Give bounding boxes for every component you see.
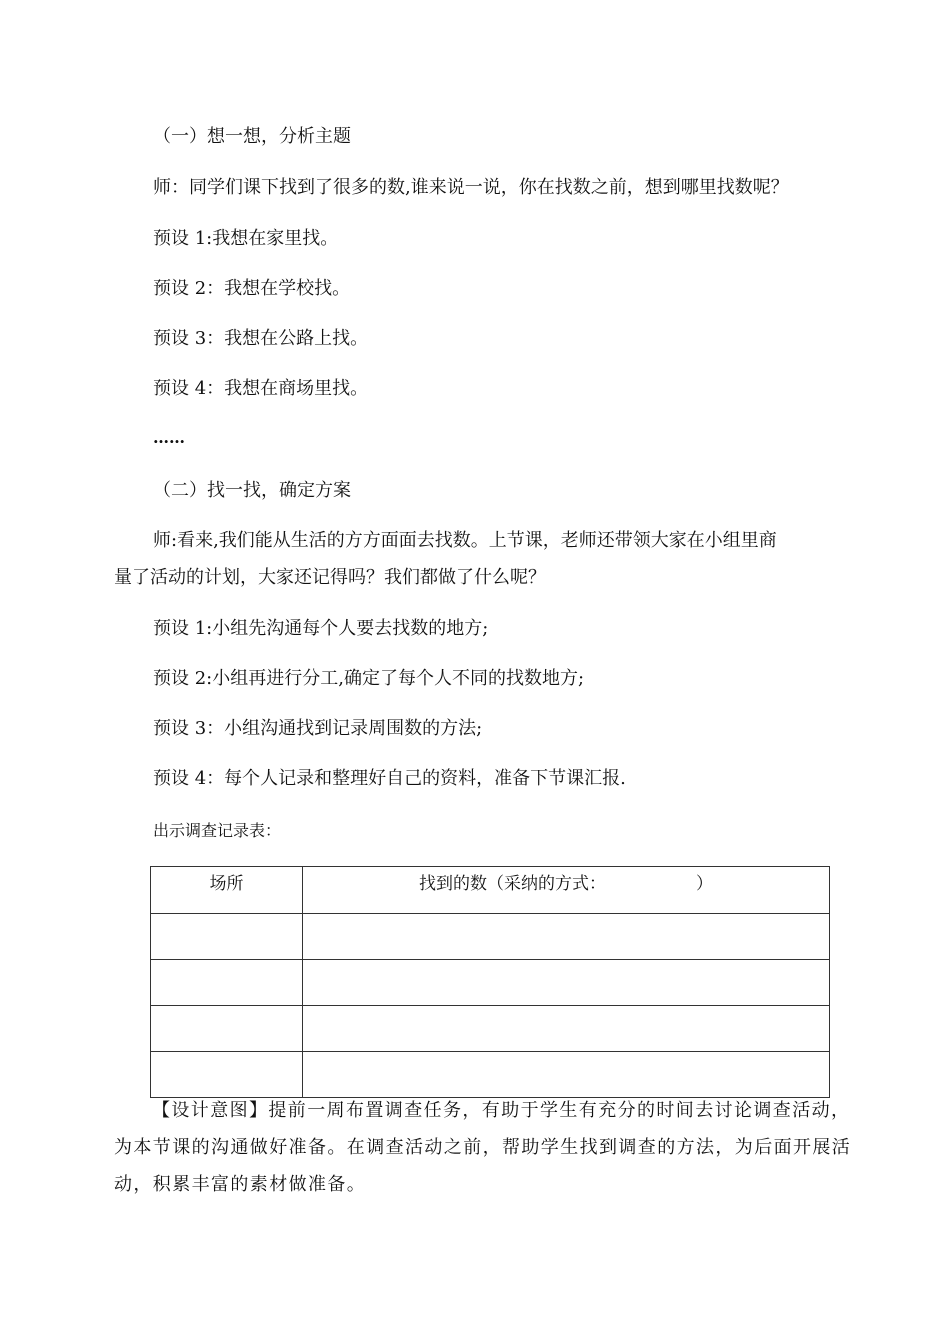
table-row (151, 1052, 830, 1098)
section2-heading: （二）找一找，确定方案 (153, 480, 351, 501)
header-numbers-close: ） (696, 874, 713, 894)
table-cell-numbers (303, 1006, 830, 1052)
survey-record-table (150, 866, 830, 1098)
table-cell-place (151, 1052, 303, 1098)
section2-preset-4: 预设 4：每个人记录和整理好自己的资料，准备下节课汇报. (153, 768, 626, 789)
header-numbers-label: 找到的数（采纳的方式： (419, 874, 606, 894)
section2-preset-3: 预设 3：小组沟通找到记录周围数的方法; (153, 718, 483, 739)
table-cell-place (151, 960, 303, 1006)
table-cell-place (151, 914, 303, 960)
table-cell-place (151, 1006, 303, 1052)
table-cell-numbers (303, 960, 830, 1006)
table-caption: 出示调查记录表： (153, 821, 282, 840)
design-intent-paragraph: 【设计意图】提前一周布置调查任务，有助于学生有充分的时间去讨论调查活动，为本节课的沟通做好准备。在调查活动之前，帮助学生找到调查的方法，为后面开展活动，积累丰富的素材做准备。 (114, 1100, 852, 1195)
header-place-label: 场所 (209, 874, 244, 894)
section1-preset-3: 预设 3：我想在公路上找。 (153, 328, 369, 349)
section1-teacher-question: 师：同学们课下找到了很多的数,谁来说一说，你在找数之前，想到哪里找数呢？ (153, 177, 789, 198)
table-row (151, 914, 830, 960)
table-row (151, 1006, 830, 1052)
section2-preset-1: 预设 1:小组先沟通每个人要去找数的地方; (153, 618, 489, 639)
header-place (151, 867, 303, 914)
section1-preset-1: 预设 1:我想在家里找。 (153, 228, 339, 249)
table-cell-numbers (303, 914, 830, 960)
section2-teacher-line-1: 师:看来,我们能从生活的方方面面去找数。上节课，老师还带领大家在小组里商 (153, 530, 777, 551)
section2-teacher-line-2: 量了活动的计划，大家还记得吗？我们都做了什么呢？ (114, 567, 546, 588)
header-numbers-found (303, 867, 830, 914)
table-header-row (151, 867, 830, 914)
section1-preset-2: 预设 2：我想在学校找。 (153, 278, 351, 299)
table-cell-numbers (303, 1052, 830, 1098)
section2-preset-2: 预设 2:小组再进行分工,确定了每个人不同的找数地方; (153, 668, 585, 689)
ellipsis: …… (153, 428, 185, 447)
section1-heading: （一）想一想，分析主题 (153, 126, 351, 147)
table-row (151, 960, 830, 1006)
section1-preset-4: 预设 4：我想在商场里找。 (153, 378, 369, 399)
